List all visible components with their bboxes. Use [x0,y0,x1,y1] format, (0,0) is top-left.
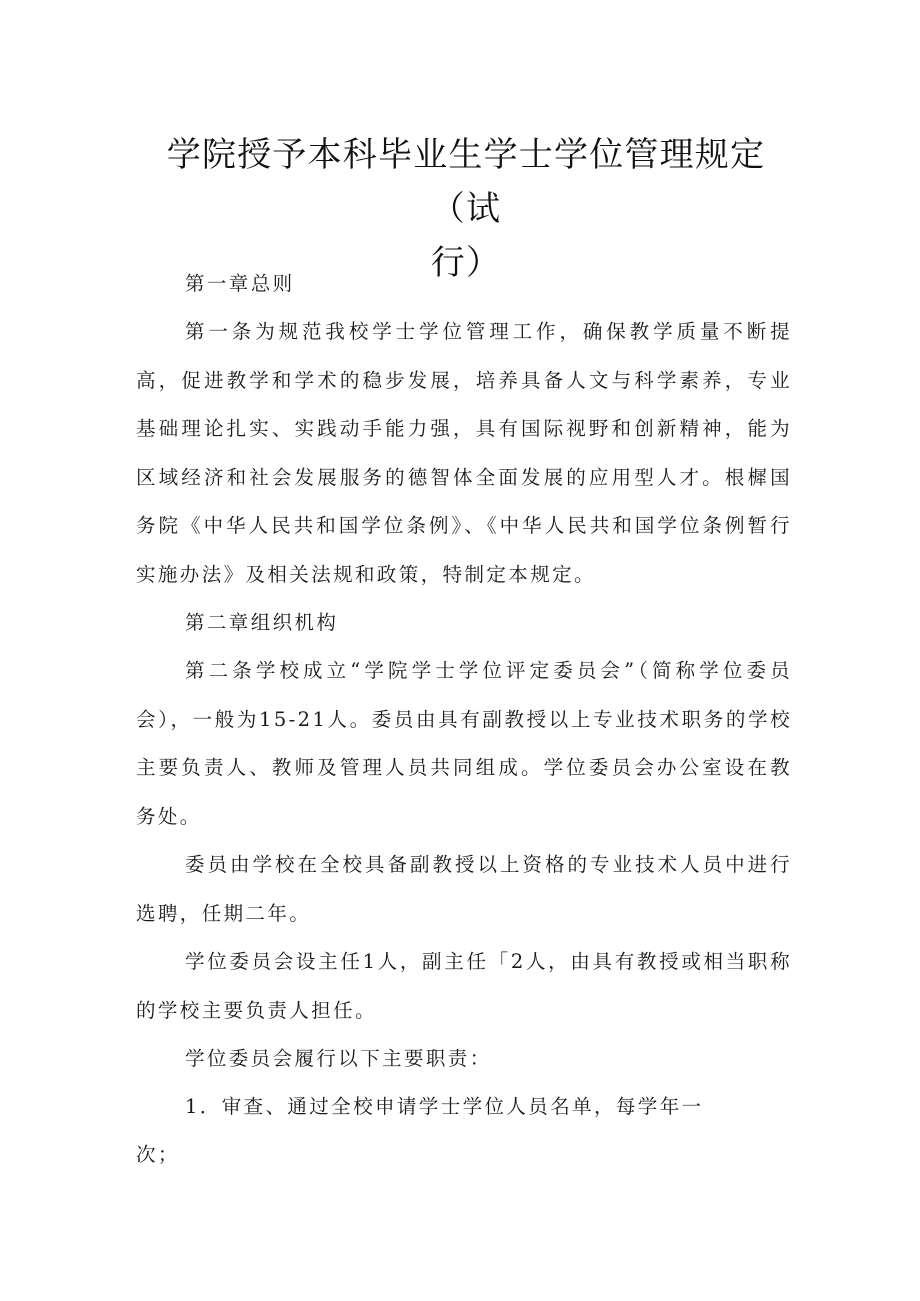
chapter-heading-organization: 第二章组织机构 [185,611,339,634]
duty-item-1: 1．审查、通过全校申请学士学位人员名单，每学年一 [185,1095,704,1118]
committee-members-paragraph: 委员由学校在全校具备副教授以上资格的专业技术人员中进行选聘，任期二年。 [136,853,792,925]
title-line-2: 行） [430,243,502,283]
committee-chair-paragraph: 学位委员会设主任1人，副主任「2人，由具有教授或相当职称的学校主要负责人担任。 [136,950,792,1022]
article-1-paragraph: 第一条为规范我校学士学位管理工作，确保教学质量不断提高，促进教学和学术的稳步发展，培养具备人文与科学素养，专业基础理论扎实、实践动手能力强，具有国际视野和创新精神，能为区域经济和社会发展服务的德智体全面发展的应用型人才。根樨国务院《中华人民共和国学位条例》、《中华人民共和国学位条例暂行实施办法》及相关法规和政策，特制定本规定。 [136,320,792,586]
chapter-heading-general: 第一章总则 [185,272,295,295]
title-line-1: 学院授予本科毕业生学士学位管理规定（试 [166,135,766,229]
committee-duties-heading: 学位委员会履行以下主要职责： [185,1047,492,1070]
duty-item-1-continuation: 次； [136,1143,180,1166]
article-2-paragraph: 第二条学校成立“学院学士学位评定委员会”（简称学位委员会），一般为15-21人。委员由具有副教授以上专业技术职务的学校主要负责人、教师及管理人员共同组成。学位委员会办公室设在教务处。 [136,659,792,828]
